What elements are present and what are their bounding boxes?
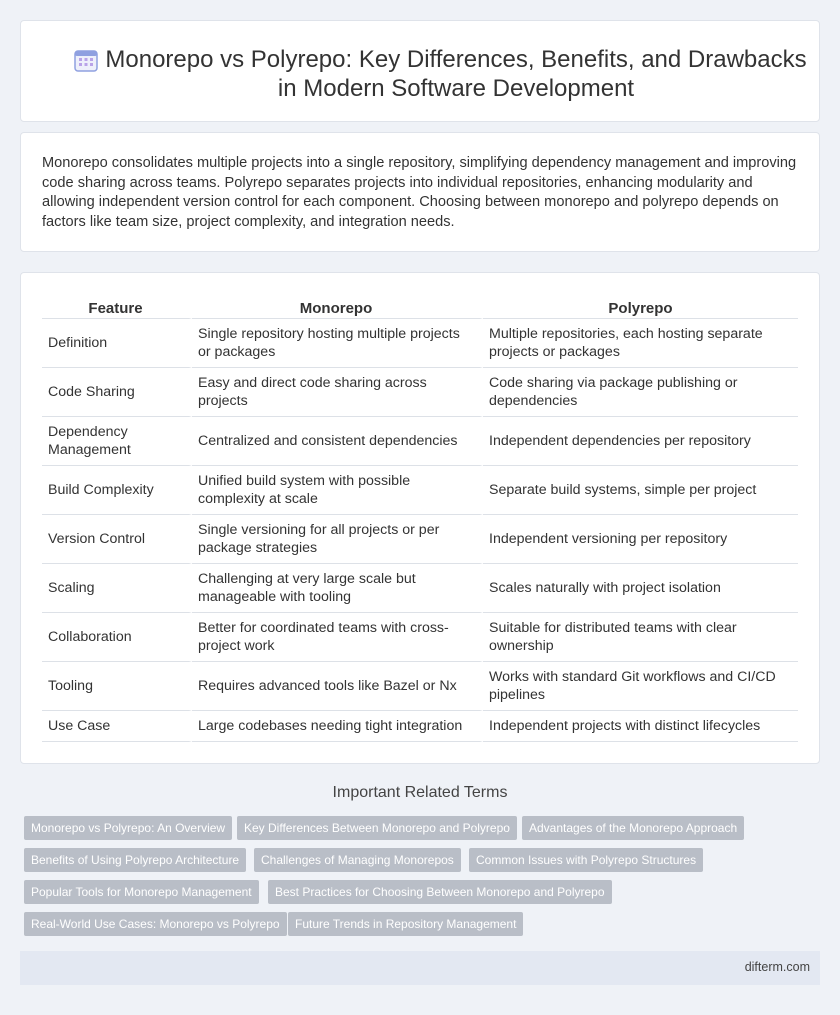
polyrepo-cell: Multiple repositories, each hosting separate projects or packages — [483, 319, 798, 368]
table-row — [42, 466, 798, 515]
feature-cell: Definition — [42, 319, 192, 368]
intro-paragraph: Monorepo consolidates multiple projects into a single repository, simplifying dependency management and improving code sharing across teams. Polyrepo separates projects into individual repositories, enhancing modularity and allowing independent version control for each component. Choosing between monorepo and polyrepo depends on factors like team size, project complexity, and integration needs. — [42, 155, 797, 230]
monorepo-cell: Challenging at very large scale but manageable with tooling — [192, 564, 483, 613]
table-header-row — [42, 296, 798, 319]
monorepo-cell: Easy and direct code sharing across projects — [192, 368, 483, 417]
comparison-table — [42, 296, 798, 742]
calendar-grid-icon — [73, 47, 99, 73]
monorepo-cell: Better for coordinated teams with cross-project work — [192, 613, 483, 662]
related-terms-title: Important Related Terms — [332, 784, 508, 801]
related-term-link[interactable]: Real-World Use Cases: Monorepo vs Polyrepo — [24, 912, 287, 936]
monorepo-cell: Single versioning for all projects or per package strategies — [192, 515, 483, 564]
table-row — [42, 711, 798, 742]
polyrepo-cell: Code sharing via package publishing or dependencies — [483, 368, 798, 417]
related-term-link[interactable]: Key Differences Between Monorepo and Polyrepo — [237, 816, 517, 840]
feature-cell: Build Complexity — [42, 466, 192, 515]
table-row — [42, 368, 798, 417]
related-term-link[interactable]: Popular Tools for Monorepo Management — [24, 880, 259, 904]
polyrepo-cell: Independent versioning per repository — [483, 515, 798, 564]
table-row — [42, 417, 798, 466]
feature-cell: Scaling — [42, 564, 192, 613]
feature-cell: Version Control — [42, 515, 192, 564]
related-term-link[interactable]: Monorepo vs Polyrepo: An Overview — [24, 816, 232, 840]
polyrepo-cell: Works with standard Git workflows and CI/CD pipelines — [483, 662, 798, 711]
intro-card — [20, 132, 820, 252]
comparison-table-card — [20, 272, 820, 764]
polyrepo-cell: Independent projects with distinct lifecycles — [483, 711, 798, 742]
feature-cell: Code Sharing — [42, 368, 192, 417]
polyrepo-cell: Independent dependencies per repository — [483, 417, 798, 466]
related-term-link[interactable]: Advantages of the Monorepo Approach — [522, 816, 744, 840]
header-monorepo: Monorepo — [192, 296, 483, 319]
related-term-link[interactable]: Challenges of Managing Monorepos — [254, 848, 461, 872]
related-term-link[interactable]: Best Practices for Choosing Between Monorepo and Polyrepo — [268, 880, 612, 904]
feature-cell: Use Case — [42, 711, 192, 742]
footer-site-link[interactable]: difterm.com — [744, 960, 810, 974]
monorepo-cell: Unified build system with possible complexity at scale — [192, 466, 483, 515]
related-term-link[interactable]: Benefits of Using Polyrepo Architecture — [24, 848, 246, 872]
footer — [20, 951, 820, 985]
monorepo-cell: Single repository hosting multiple projects or packages — [192, 319, 483, 368]
page-title: Monorepo vs Polyrepo: Key Differences, Benefits, and Drawbacks in Modern Software Development — [105, 46, 807, 102]
monorepo-cell: Requires advanced tools like Bazel or Nx — [192, 662, 483, 711]
table-row — [42, 662, 798, 711]
monorepo-cell: Centralized and consistent dependencies — [192, 417, 483, 466]
related-term-link[interactable]: Future Trends in Repository Management — [288, 912, 523, 936]
feature-cell: Dependency Management — [42, 417, 192, 466]
monorepo-cell: Large codebases needing tight integration — [192, 711, 483, 742]
polyrepo-cell: Separate build systems, simple per project — [483, 466, 798, 515]
related-term-link[interactable]: Common Issues with Polyrepo Structures — [469, 848, 703, 872]
header-polyrepo: Polyrepo — [483, 296, 798, 319]
feature-cell: Tooling — [42, 662, 192, 711]
table-row — [42, 515, 798, 564]
title-card — [20, 20, 820, 122]
header-feature: Feature — [42, 296, 192, 319]
table-row — [42, 564, 798, 613]
table-row — [42, 319, 798, 368]
polyrepo-cell: Suitable for distributed teams with clear ownership — [483, 613, 798, 662]
feature-cell: Collaboration — [42, 613, 192, 662]
polyrepo-cell: Scales naturally with project isolation — [483, 564, 798, 613]
table-row — [42, 613, 798, 662]
